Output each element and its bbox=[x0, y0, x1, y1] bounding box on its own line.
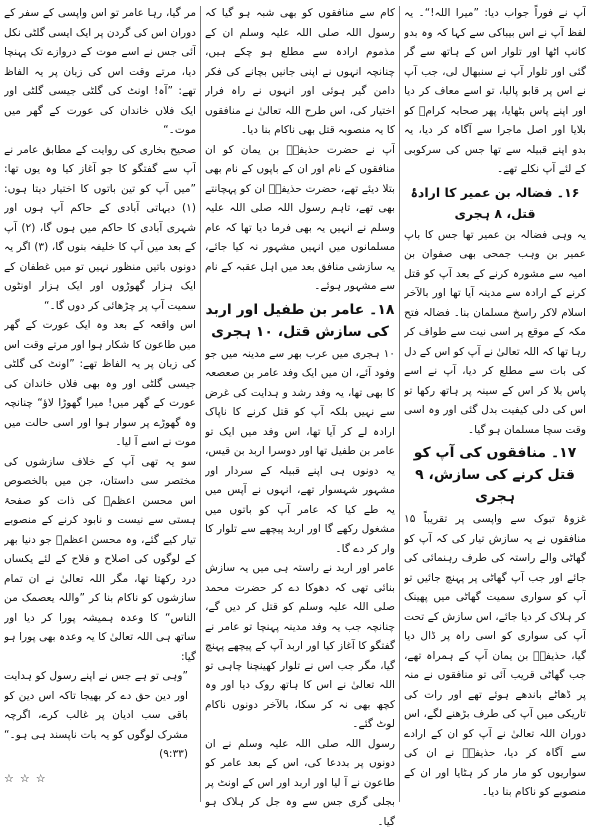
paragraph: ۱۰ ہجری میں عرب بھر سے مدینہ میں جو وفود آئے، ان میں ایک وفد عامر بن صعصعہ کا بھی تھا، یہ وفد رشد و ہدایت کی غرض سے نہیں بلکہ آپ کو قتل کرنے کا ناپاک ارادہ لے کر آیا تھا، اس وفد میں ایک تو عامر بن طفیل تھا اور دوسرا اربد بن قیس، یہ دونوں ہی اپنے قبیلہ کے سردار اور مشہور شہسوار تھے، انہوں نے آپس میں یہ طے کیا کہ عامر آپ کو باتوں میں مشغول رکھے گا اور اربد پیچھے سے تلوار کا وار کر دے گا۔ bbox=[205, 345, 395, 560]
paragraph: مر گیا، رہا عامر تو اس واپسی کے سفر کے دوران اس کی گردن پر ایک ایسی گلٹی نکل آئی جس نے اسے موت کے دروازے تک پہنچا دیا، مرتے وقت اس کی زبان پر یہ الفاظ تھے: ”آہ! اونٹ کی گلٹی جیسی گلٹی اور ایک فلاں خاندان کی عورت کے گھر میں موت۔“ bbox=[4, 4, 196, 141]
paragraph: رسول اللہ صلی اللہ علیہ وسلم نے ان دونوں پر بددعا کی، اس کے بعد عامر کو طاعون نے آ لیا اور اربد اور اس کے اونٹ پر بجلی گری جس سے وہ جل کر ہلاک ہو گیا۔ bbox=[205, 735, 395, 832]
paragraph: عامر اور اربد نے راستہ ہی میں یہ سازش بنائی تھی کہ دھوکا دے کر حضرت محمد صلی اللہ علیہ وسلم کو قتل کر دیں گے، چنانچہ جب یہ وفد مدینہ پہنچا تو عامر نے گفتگو کا آغاز کیا اور اربد آپ کے پیچھے پہنچ گیا، مگر جب اس نے تلوار کھینچنا چاہی تو اللہ تعالیٰ نے اس کا ہاتھ روک دیا اور وہ کچھ بھی نہ کر سکا، بالآخر دونوں ناکام لوٹ گئے۔ bbox=[205, 559, 395, 735]
paragraph: آپ نے حضرت حذیفہؓ بن یمان کو ان منافقوں کے نام اور ان کے باپوں کے نام بھی بتلا دیئے تھے، حضرت حذیفہؓ ان کو پہچانتے بھی تھے، تاہم رسول اللہ صلی اللہ علیہ وسلم نے انہیں یہ بھی فرما دیا تھا کہ عام مسلمانوں میں انہیں مشہور نہ کیا جائے، یہ سازشی منافق بعد میں اہل عقبہ کے نام سے مشہور ہوئے۔ bbox=[205, 141, 395, 297]
paragraph: آپ نے فوراً جواب دیا: ”میرا اللہ!“۔ یہ لفظ آپ نے اس بیباکی سے کہا کہ وہ بدو کانپ اٹھا اور تلوار اس کے ہاتھ سے گر گئی اور تلوار آپ نے سنبھال لی، جب آپ نے اس پر قابو پالیا، تو اسے معاف کر دیا اور اپنے پاس بٹھایا، پھر صحابہ کرامؓ کو بلایا اور اصل ماجرا سے آگاہ کر دیا، یہ بدو اپنے قبیلہ سے تھا جس کی سرکوبی کے لئے آپ نکلے تھے۔ bbox=[404, 4, 586, 180]
section-heading: ۱۷۔ منافقوں کی آپ کو قتل کرنے کی سازش، ۹ ہجری bbox=[404, 442, 586, 508]
section-heading: ۱۸۔ عامر بن طفیل اور اربد کی سازش قتل، ۱۰ ہجری bbox=[205, 299, 395, 343]
middle-column bbox=[205, 4, 395, 832]
column-divider bbox=[200, 6, 201, 802]
paragraph: اس واقعہ کے بعد وہ ایک عورت کے گھر میں طاعون کا شکار ہوا اور مرتے وقت اس کی زبان پر یہ الفاظ تھے: ”اونٹ کی گلٹی جیسی گلٹی اور وہ بھی فلاں خاندان کی عورت کے گھر میں! میرا گھوڑا لاؤ“ چنانچہ وہ گھوڑے پر سوار ہوا اور اسی حالت میں موت نے اسے آ لیا۔ bbox=[4, 316, 196, 453]
paragraph: صحیح بخاری کی روایت کے مطابق عامر نے آپ سے گفتگو کا جو آغاز کیا وہ یوں تھا: ”میں آپ کو تین باتوں کا اختیار دیتا ہوں: (۱) دیہاتی آبادی کے حاکم آپ ہوں اور شہری آبادی کا حاکم میں ہوں گا، (۲) آپ کے بعد میں آپ کا خلیفہ بنوں گا، (۳) اگر یہ دونوں باتیں منظور نہیں تو میں غطفان کے ایک ہزار گھوڑوں اور ایک ہزار اونٹوں سمیت آپ پر چڑھائی کر دوں گا۔“ bbox=[4, 141, 196, 317]
end-stars: ☆☆☆ bbox=[4, 769, 196, 789]
quran-verse: ”وہی تو ہے جس نے اپنے رسول کو ہدایت اور دین حق دے کر بھیجا تاکہ اس دین کو باقی سب ادیان پر غالب کرے، اگرچہ مشرک لوگوں کو یہ بات ناپسند ہی ہو۔“ (۹:۳۳) bbox=[4, 667, 196, 765]
paragraph: کام سے منافقوں کو بھی شبہ ہو گیا کہ رسول اللہ صلی اللہ علیہ وسلم ان کے مذموم ارادہ سے مطلع ہو چکے ہیں، چنانچہ انہوں نے اپنی جانیں بچانے کی فکر دامن گیر ہوئی اور انہوں نے راہ فرار اختیار کی، اس طرح اللہ تعالیٰ نے منافقوں کا یہ منصوبہ قتل بھی ناکام بنا دیا۔ bbox=[205, 4, 395, 141]
column-divider bbox=[399, 6, 400, 802]
paragraph: سو یہ تھی آپ کے خلاف سازشوں کی مختصر سی داستان، جن میں بالخصوص اس محسن اعظمؐ کی ذات کو صفحۂ ہستی سے نیست و نابود کرنے کے منصوبے تیار کیے گئے، وہ محسن اعظمؐ جو دنیا بھر کے لوگوں کی اصلاح و فلاح کے لئے یکساں درد رکھتا تھا، مگر اللہ تعالیٰ نے ان تمام سازشوں کو ناکام بنا کر ”واللہ یعصمک من الناس“ کا وعدہ ہمیشہ پورا کر دیا اور ساتھ ہی اللہ تعالیٰ کا یہ وعدہ بھی پورا ہو گیا: bbox=[4, 453, 196, 668]
paragraph: غزوۂ تبوک سے واپسی پر تقریباً ۱۵ منافقوں نے یہ سازش تیار کی کہ آپ کو گھاٹی والے راستہ کی طرف رہنمائی کی جائے اور جب آپ گھاٹی پر پہنچ جائیں تو آپ کو سواری سمیت گھاٹی میں پھینک کر ہلاک کر دیا جائے، اس سازش کے تحت آپ کی سواری کو اسی راہ پر ڈال دیا گیا، حذیفہؓ بن یمان آپ کے ہمراہ تھے، جب گھاٹی قریب آئی تو منافقوں نے منہ پر ڈھاٹے باندھے ہوئے تھے اور رات کی تاریکی میں آپ کی طرف بڑھنے لگے، اس دوران اللہ تعالیٰ نے آپ کو ان کے ارادے سے آگاہ کر دیا، حذیفہؓ نے ان کی سواریوں کو مار مار کر ہٹایا اور ان کے منصوبے کو ناکام بنا دیا۔ bbox=[404, 510, 586, 803]
left-column bbox=[4, 4, 196, 788]
paragraph: یہ وہی فضالہ بن عمیر تھا جس کا باپ عمیر بن وہب جمحی بھی صفوان بن امیہ سے مشورہ کرنے کے بعد آپ کو قتل کرنے کے ارادہ سے مدینہ آیا تھا اور بالآخر اسلام لاکر راسخ مسلمان بنا۔ فضالہ فتح مکہ کے موقع پر اسی نیت سے طواف کر رہا تھا کہ اللہ تعالیٰ نے آپ کو اس کے دل کی بات سے مطلع کر دیا، آپ نے اسے پاس بلا کر اس کے سینہ پر ہاتھ رکھا تو اس کی دلی کیفیت بدل گئی اور وہ اسی وقت سچا مسلمان ہو گیا۔ bbox=[404, 226, 586, 441]
right-column bbox=[404, 4, 586, 803]
section-heading: ۱۶۔ فضالہ بن عمیر کا ارادۂ قتل، ۸ ہجری bbox=[404, 182, 586, 224]
